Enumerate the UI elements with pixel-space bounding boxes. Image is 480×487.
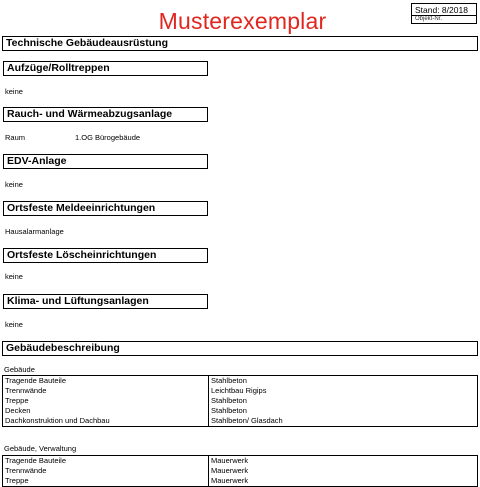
- section-technische-gebaeudeausruestung: Technische Gebäudeausrüstung: [2, 36, 478, 51]
- table-row: [3, 406, 478, 416]
- table-cell: Dachkonstruktion und Dachbau: [3, 416, 209, 427]
- subsection-meldeeinrichtungen: Ortsfeste Meldeeinrichtungen: [3, 201, 208, 216]
- building-group-label: Gebäude, Verwaltung: [4, 444, 77, 453]
- building-group-label: Gebäude: [4, 365, 35, 374]
- subsection-rauch-waermeabzug: Rauch- und Wärmeabzugsanlage: [3, 107, 208, 122]
- table-cell: Stahlbeton: [209, 406, 478, 416]
- table-cell: Tragende Bauteile: [3, 456, 209, 467]
- subsection-edv-anlage: EDV-Anlage: [3, 154, 208, 169]
- klima-value: keine: [5, 320, 23, 329]
- stand-box: [411, 3, 477, 24]
- table-cell: Stahlbeton: [209, 396, 478, 406]
- table-cell: Stahlbeton/ Glasdach: [209, 416, 478, 427]
- subsection-loescheinrichtungen: Ortsfeste Löscheinrichtungen: [3, 248, 208, 263]
- loescheinrichtungen-value: keine: [5, 272, 23, 281]
- table-cell: Trennwände: [3, 386, 209, 396]
- rwa-value: 1.OG Bürogebäude: [75, 133, 141, 142]
- table-cell: Tragende Bauteile: [3, 376, 209, 387]
- table-cell: Mauerwerk: [209, 456, 478, 467]
- building-table: [2, 455, 478, 487]
- page-title: Musterexemplar: [158, 8, 327, 34]
- table-cell: Leichtbau Rigips: [209, 386, 478, 396]
- table-cell: Trennwände: [3, 466, 209, 476]
- objekt-nr-label: Objekt-Nr.: [415, 16, 443, 22]
- rwa-label: Raum: [5, 133, 26, 142]
- table-cell: Treppe: [3, 476, 209, 487]
- table-cell: Mauerwerk: [209, 466, 478, 476]
- table-row: [3, 376, 478, 387]
- meldeeinrichtungen-value: Hausalarmanlage: [5, 227, 64, 236]
- subsection-aufzuege: Aufzüge/Rolltreppen: [3, 61, 208, 76]
- table-row: [3, 466, 478, 476]
- edv-value: keine: [5, 180, 23, 189]
- table-cell: Treppe: [3, 396, 209, 406]
- building-table: [2, 375, 478, 427]
- section-gebaeudebeschreibung: Gebäudebeschreibung: [2, 341, 478, 356]
- table-cell: Decken: [3, 406, 209, 416]
- table-row: [3, 386, 478, 396]
- table-cell: Mauerwerk: [209, 476, 478, 487]
- table-row: [3, 456, 478, 467]
- table-row: [3, 476, 478, 487]
- table-cell: Stahlbeton: [209, 376, 478, 387]
- stand-label: Stand: 8/2018: [415, 5, 468, 15]
- table-row: [3, 396, 478, 406]
- aufzuege-value: keine: [5, 87, 23, 96]
- table-row: [3, 416, 478, 427]
- subsection-klima-lueftung: Klima- und Lüftungsanlagen: [3, 294, 208, 309]
